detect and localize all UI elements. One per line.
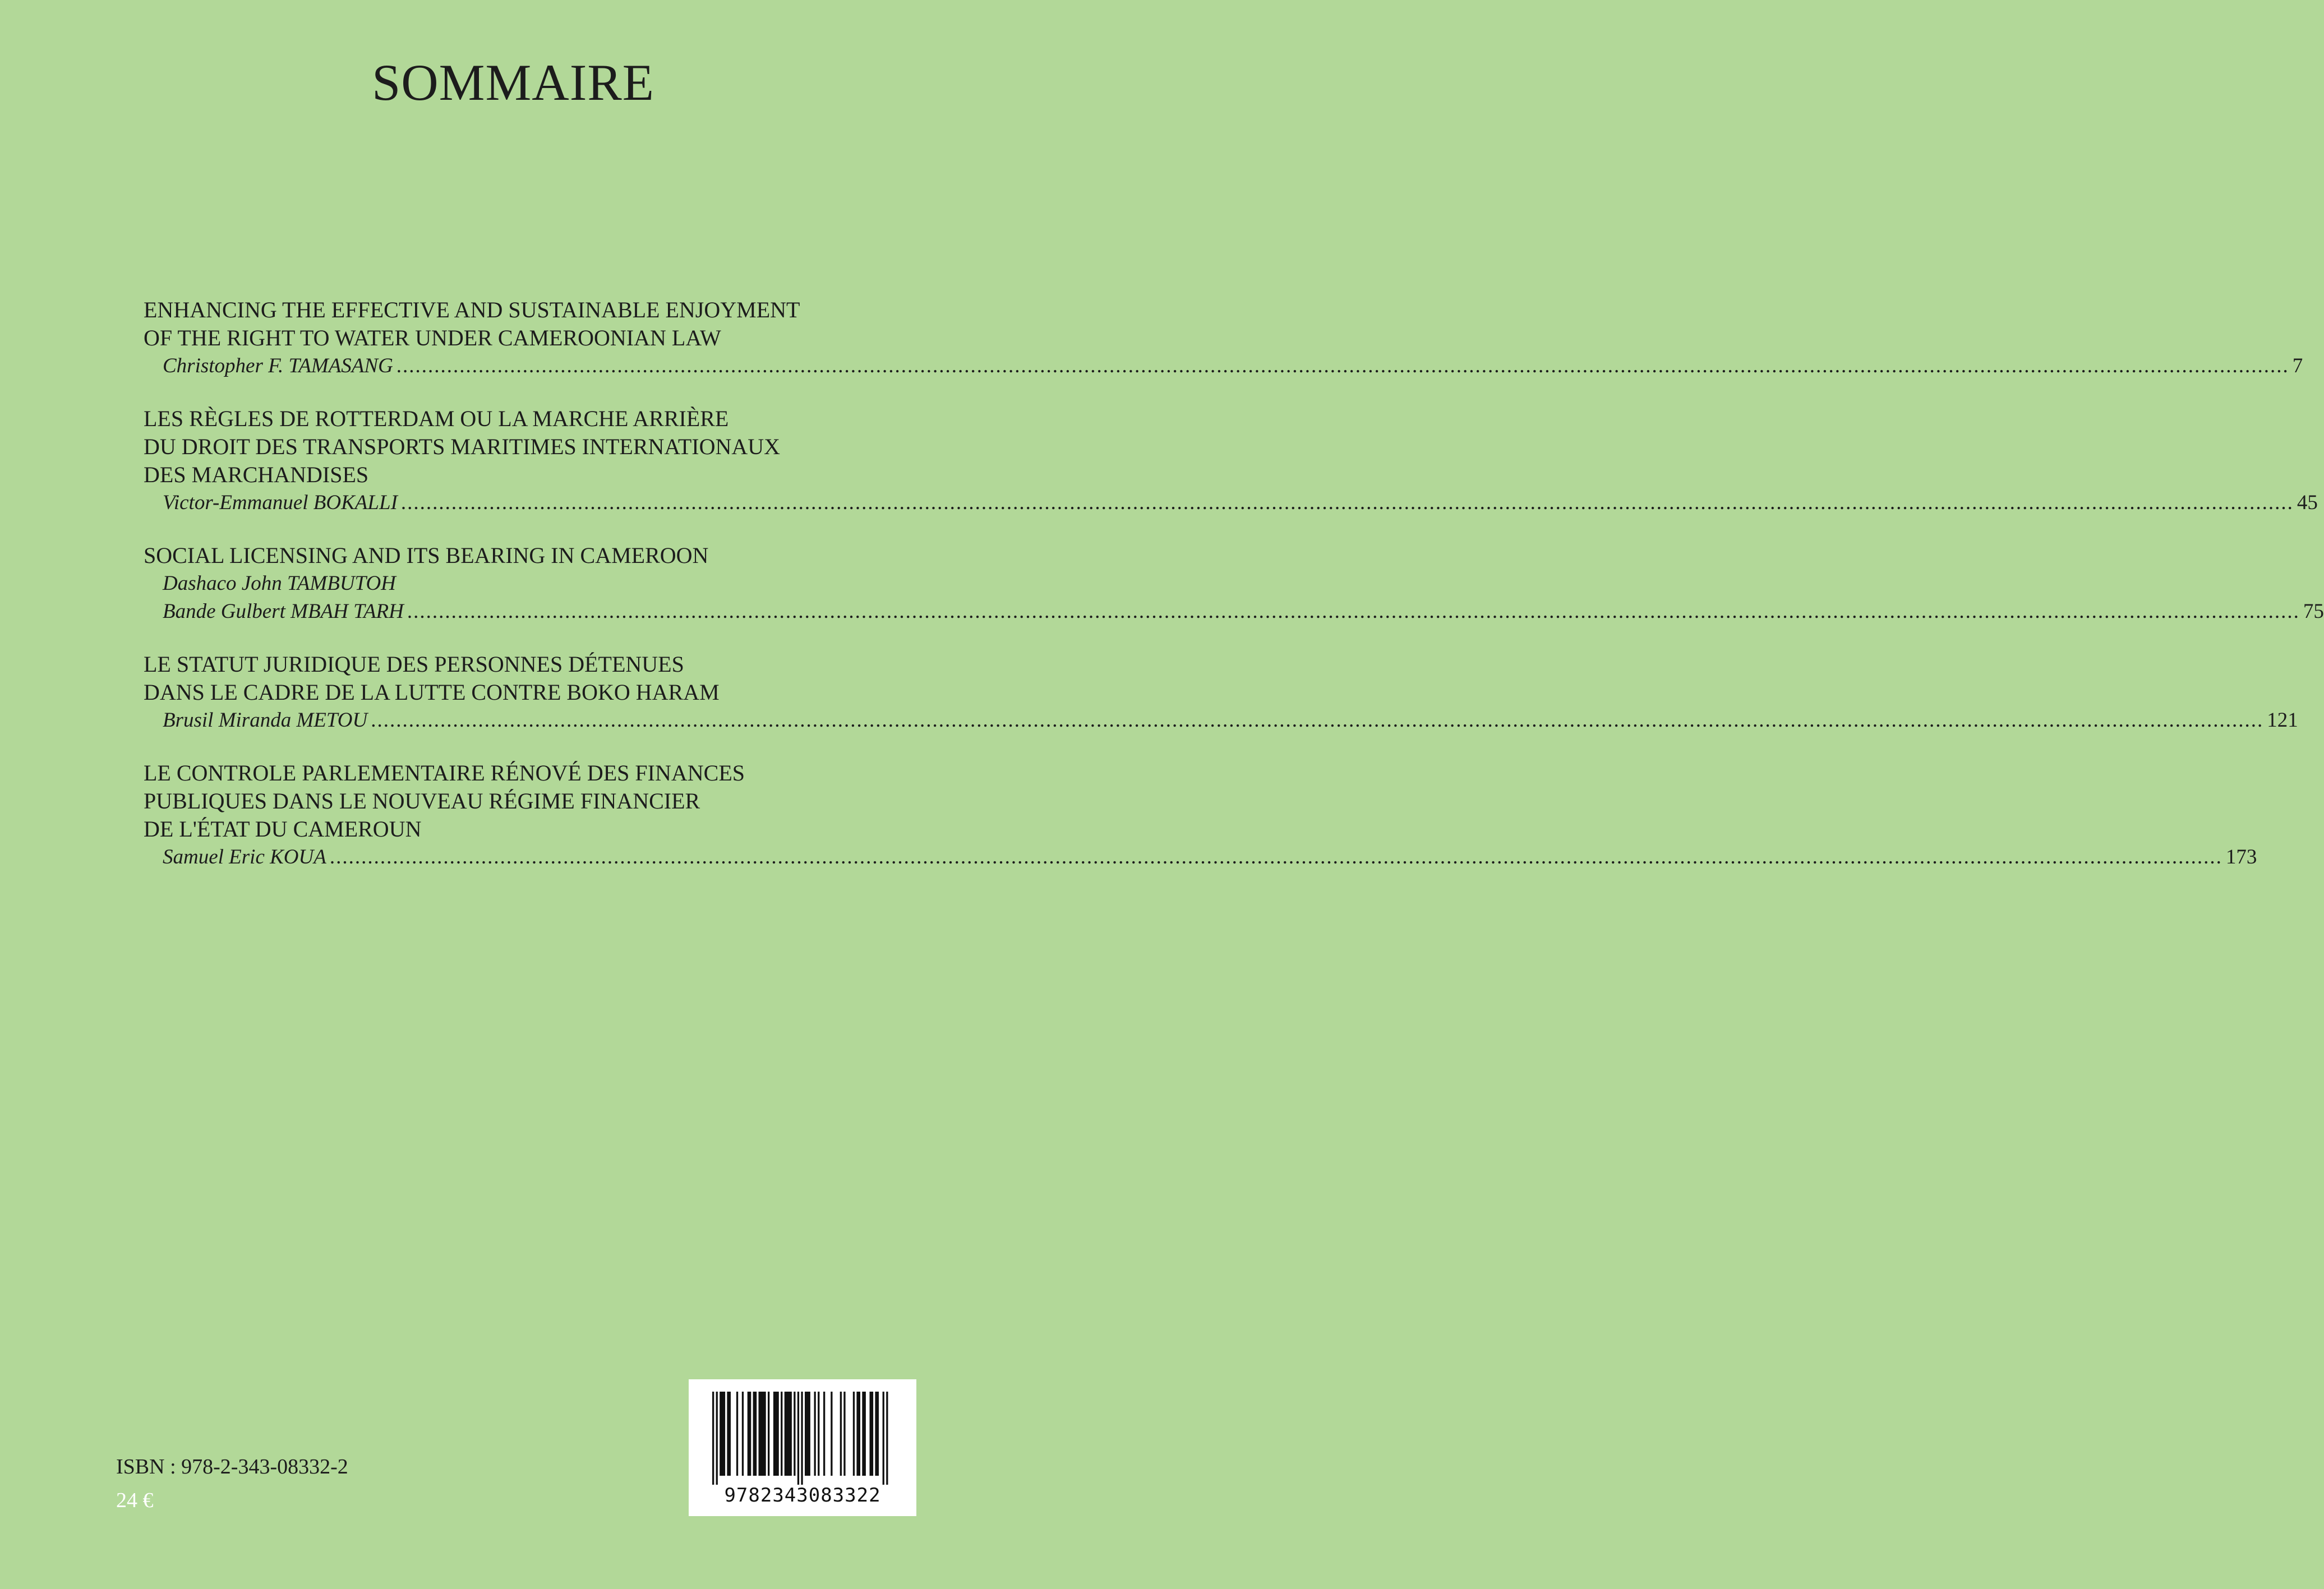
toc-entry-title-line: PUBLIQUES DANS LE NOUVEAU RÉGIME FINANCIER: [144, 788, 700, 814]
dot-leader: ............................................................................................................................................................................................................................................................................................................: [407, 600, 2300, 623]
toc-entry-author-row: [144, 352, 2303, 380]
toc-entry-author-row: [144, 843, 2257, 871]
barcode-bar: [759, 1392, 766, 1476]
toc-entry-title-line: DES MARCHANDISES: [144, 462, 369, 487]
toc-entry-title-line: OF THE RIGHT TO WATER UNDER CAMEROONIAN LAW: [144, 325, 721, 350]
toc-entry-author-row: [144, 706, 2298, 735]
toc-entry-author: Bande Gulbert MBAH TARH: [163, 600, 404, 623]
toc-entry-page-number: 7: [2292, 354, 2303, 377]
barcode-graphic: [689, 1379, 916, 1516]
toc-entry-author: Samuel Eric KOUA: [163, 846, 326, 869]
barcode: [689, 1379, 916, 1516]
barcode-bar: [773, 1392, 779, 1476]
page-title: SOMMAIRE: [372, 54, 654, 111]
toc-entry-author-row: [144, 598, 2324, 626]
toc-entry-title-line: ENHANCING THE EFFECTIVE AND SUSTAINABLE ENJOYMENT: [144, 297, 800, 322]
barcode-bar: [862, 1392, 866, 1476]
price-text: 24 €: [116, 1489, 154, 1512]
barcode-bar: [870, 1392, 874, 1476]
toc-entry-title-line: LE CONTROLE PARLEMENTAIRE RÉNOVÉ DES FINANCES: [144, 760, 745, 786]
toc-entry-author: Brusil Miranda METOU: [163, 709, 368, 732]
barcode-bar: [753, 1392, 757, 1476]
dot-leader: ............................................................................................................................................................................................................................................................................................................: [371, 709, 2264, 732]
toc-entry-page-number: 45: [2297, 491, 2318, 514]
dot-leader: ............................................................................................................................................................................................................................................................................................................: [329, 846, 2222, 869]
barcode-bar: [875, 1392, 879, 1476]
barcode-bar: [712, 1392, 714, 1485]
barcode-bar: [720, 1392, 725, 1476]
barcode-bar: [856, 1392, 860, 1476]
barcode-bar: [814, 1392, 816, 1476]
barcode-bar: [886, 1392, 888, 1485]
barcode-bar: [883, 1392, 884, 1485]
toc-entry: [144, 405, 2318, 517]
toc-entry-author: Dashaco John TAMBUTOH: [163, 572, 396, 595]
toc-entry-author-row: [144, 489, 2318, 517]
barcode-bar: [742, 1392, 744, 1476]
barcode-bar: [801, 1392, 803, 1485]
dot-leader: ............................................................................................................................................................................................................................................................................................................: [400, 491, 2294, 514]
barcode-bar: [768, 1392, 769, 1476]
barcode-bar: [727, 1392, 731, 1476]
barcode-bar: [843, 1392, 845, 1476]
toc-entry-title-line: SOCIAL LICENSING AND ITS BEARING IN CAMEROON: [144, 543, 709, 568]
toc-entry-page-number: 121: [2267, 709, 2298, 732]
barcode-bar: [797, 1392, 799, 1485]
toc-entry: [144, 542, 2324, 626]
barcode-bar: [781, 1392, 782, 1476]
table-of-contents: [144, 296, 2324, 896]
toc-entry-title-line: LES RÈGLES DE ROTTERDAM OU LA MARCHE ARRIÈRE: [144, 406, 729, 431]
toc-entry-page-number: 173: [2225, 846, 2257, 869]
toc-entry-title-line: DE L'ÉTAT DU CAMEROUN: [144, 816, 422, 842]
toc-entry-author: Victor-Emmanuel BOKALLI: [163, 491, 398, 514]
isbn-text: ISBN : 978-2-343-08332-2: [116, 1455, 348, 1479]
toc-entry-page-number: 75: [2303, 600, 2324, 623]
toc-entry-title-line: LE STATUT JURIDIQUE DES PERSONNES DÉTENUES: [144, 652, 684, 677]
barcode-digits: 9782343083322: [724, 1484, 881, 1507]
barcode-bar: [818, 1392, 819, 1476]
barcode-bar: [853, 1392, 855, 1476]
barcode-bar: [794, 1392, 795, 1476]
barcode-bar: [716, 1392, 718, 1485]
barcode-bar: [823, 1392, 825, 1476]
toc-entry-title-line: DANS LE CADRE DE LA LUTTE CONTRE BOKO HARAM: [144, 680, 720, 705]
toc-entry: [144, 650, 2298, 735]
toc-entry-title-line: DU DROIT DES TRANSPORTS MARITIMES INTERNATIONAUX: [144, 434, 781, 459]
barcode-bar: [736, 1392, 738, 1476]
dot-leader: ............................................................................................................................................................................................................................................................................................................: [396, 354, 2289, 377]
toc-entry: [144, 296, 2303, 380]
toc-entry: [144, 759, 2257, 871]
barcode-bar: [840, 1392, 842, 1476]
barcode-bar: [748, 1392, 751, 1476]
barcode-bar: [785, 1392, 792, 1476]
barcode-bar: [805, 1392, 810, 1476]
barcode-bar: [831, 1392, 832, 1476]
toc-entry-author: Christopher F. TAMASANG: [163, 354, 393, 377]
